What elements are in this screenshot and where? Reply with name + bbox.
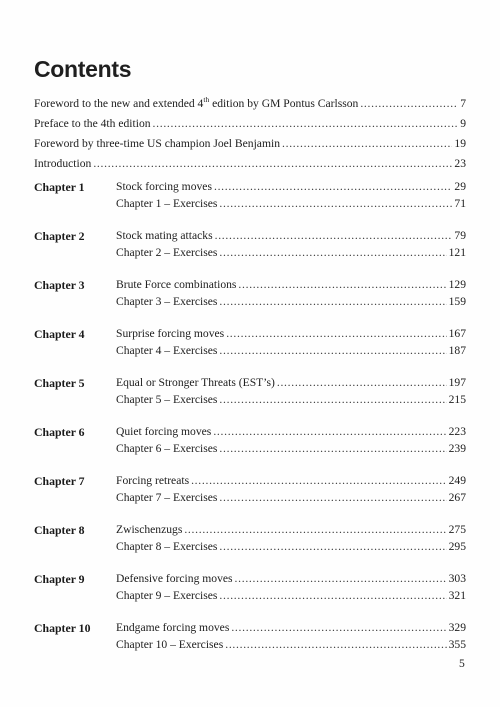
exercises-entry — [116, 540, 466, 553]
dot-leader — [277, 376, 447, 389]
exercises-title: Chapter 10 – Exercises — [116, 638, 224, 651]
chapter-label: Chapter 8 — [34, 523, 85, 537]
chapter-label: Chapter 5 — [34, 376, 85, 390]
entry-page-number: 329 — [448, 621, 466, 634]
entry-title — [116, 295, 217, 308]
entry-title — [116, 246, 217, 259]
entry-page-number: 129 — [448, 278, 466, 291]
entry-title — [116, 344, 217, 357]
dot-leader — [231, 621, 446, 634]
entry-page-number: 249 — [448, 474, 466, 487]
chapter-title: Brute Force combinations — [116, 278, 237, 291]
dot-leader — [215, 229, 453, 242]
chapter-title: Surprise forcing moves — [116, 327, 225, 340]
entry-title — [34, 117, 151, 130]
chapter-title: Zwischenzugs — [116, 523, 183, 536]
dot-leader — [235, 572, 447, 585]
dot-leader — [191, 474, 447, 487]
chapter-label: Chapter 6 — [34, 425, 85, 439]
entry-title — [116, 197, 217, 210]
dot-leader — [360, 97, 458, 110]
entry-page-number: 71 — [454, 197, 466, 210]
entry-page-number: 275 — [448, 523, 466, 536]
entry-text: Introduction — [34, 157, 92, 170]
entry-page-number: 321 — [448, 589, 466, 602]
chapter-entry — [116, 474, 466, 487]
chapter-label: Chapter 1 — [34, 180, 85, 194]
chapter-label: Chapter 10 — [34, 621, 91, 635]
exercises-entry — [116, 442, 466, 455]
exercises-title: Chapter 5 – Exercises — [116, 393, 218, 406]
entry-title — [34, 97, 358, 110]
entry-page-number: 355 — [448, 638, 466, 651]
entry-title — [116, 474, 189, 487]
entry-page-number: 23 — [454, 157, 466, 170]
entry-title — [116, 327, 224, 340]
entry-title — [116, 393, 217, 406]
entry-title — [34, 137, 280, 150]
exercises-title: Chapter 7 – Exercises — [116, 491, 218, 504]
entry-title — [34, 157, 91, 170]
chapter-entry — [116, 523, 466, 536]
entry-title — [116, 278, 236, 291]
entry-page-number: 7 — [460, 97, 466, 110]
chapter-title: Forcing retreats — [116, 474, 190, 487]
chapter-title: Defensive forcing moves — [116, 572, 233, 585]
entry-page-number: 19 — [454, 137, 466, 150]
chapter-entry — [116, 229, 466, 242]
entry-title — [116, 540, 217, 553]
dot-leader — [213, 425, 446, 438]
entry-page-number: 303 — [448, 572, 466, 585]
chapter-entry — [116, 621, 466, 634]
entry-title — [116, 491, 217, 504]
front-matter-entry — [34, 137, 466, 150]
dot-leader — [184, 523, 446, 536]
exercises-entry — [116, 295, 466, 308]
dot-leader — [219, 589, 446, 602]
page-number: 5 — [459, 657, 465, 670]
chapter-entry — [116, 425, 466, 438]
entry-page-number: 267 — [448, 491, 466, 504]
entry-text: Foreword to the new and extended 4 — [34, 97, 204, 110]
chapter-entry — [116, 180, 466, 193]
chapter-label: Chapter 7 — [34, 474, 85, 488]
entry-title — [116, 229, 213, 242]
exercises-entry — [116, 197, 466, 210]
exercises-title: Chapter 2 – Exercises — [116, 246, 218, 259]
exercises-title: Chapter 8 – Exercises — [116, 540, 218, 553]
entry-page-number: 9 — [460, 117, 466, 130]
exercises-entry — [116, 589, 466, 602]
entry-title — [116, 425, 211, 438]
exercises-entry — [116, 246, 466, 259]
exercises-entry — [116, 344, 466, 357]
dot-leader — [219, 393, 446, 406]
chapter-entry — [116, 376, 466, 389]
entry-page-number: 167 — [448, 327, 466, 340]
entry-page-number: 197 — [448, 376, 466, 389]
chapter-label: Chapter 3 — [34, 278, 85, 292]
chapter-title: Stock forcing moves — [116, 180, 212, 193]
exercises-entry — [116, 638, 466, 651]
dot-leader — [214, 180, 452, 193]
entry-page-number: 215 — [448, 393, 466, 406]
entry-title — [116, 621, 229, 634]
entry-title — [116, 589, 217, 602]
entry-title — [116, 376, 275, 389]
entry-text: Foreword by three-time US champion Joel Benjamin — [34, 137, 280, 150]
exercises-title: Chapter 3 – Exercises — [116, 295, 218, 308]
dot-leader — [226, 327, 446, 340]
dot-leader — [93, 157, 452, 170]
dot-leader — [219, 442, 446, 455]
exercises-entry — [116, 491, 466, 504]
entry-page-number: 79 — [454, 229, 466, 242]
dot-leader — [219, 540, 446, 553]
front-matter-entry — [34, 97, 466, 110]
exercises-title: Chapter 4 – Exercises — [116, 344, 218, 357]
chapter-entry — [116, 278, 466, 291]
dot-leader — [282, 137, 452, 150]
chapter-entry — [116, 572, 466, 585]
dot-leader — [219, 491, 446, 504]
page-title: Contents — [34, 56, 132, 82]
exercises-title: Chapter 1 – Exercises — [116, 197, 218, 210]
exercises-title: Chapter 6 – Exercises — [116, 442, 218, 455]
dot-leader — [219, 295, 446, 308]
dot-leader — [238, 278, 446, 291]
entry-title — [116, 572, 233, 585]
entry-page-number: 239 — [448, 442, 466, 455]
entry-page-number: 187 — [448, 344, 466, 357]
entry-title — [116, 180, 212, 193]
entry-title — [116, 638, 223, 651]
entry-page-number: 295 — [448, 540, 466, 553]
dot-leader — [219, 344, 446, 357]
front-matter-entry — [34, 157, 466, 170]
entry-title — [116, 523, 182, 536]
entry-page-number: 159 — [448, 295, 466, 308]
entry-text: Preface to the 4th edition — [34, 117, 151, 130]
entry-page-number: 29 — [454, 180, 466, 193]
exercises-title: Chapter 9 – Exercises — [116, 589, 218, 602]
dot-leader — [219, 246, 446, 259]
entry-title — [116, 442, 217, 455]
entry-page-number: 121 — [448, 246, 466, 259]
chapter-title: Equal or Stronger Threats (EST’s) — [116, 376, 275, 389]
chapter-label: Chapter 2 — [34, 229, 85, 243]
dot-leader — [153, 117, 459, 130]
front-matter-entry — [34, 117, 466, 130]
dot-leader — [225, 638, 446, 651]
exercises-entry — [116, 393, 466, 406]
chapter-title: Endgame forcing moves — [116, 621, 230, 634]
chapter-title: Stock mating attacks — [116, 229, 213, 242]
chapter-label: Chapter 9 — [34, 572, 85, 586]
chapter-entry — [116, 327, 466, 340]
entry-page-number: 223 — [448, 425, 466, 438]
entry-superscript: th — [203, 95, 210, 105]
chapter-title: Quiet forcing moves — [116, 425, 212, 438]
entry-text-continued: edition by GM Pontus Carlsson — [209, 97, 359, 110]
chapter-label: Chapter 4 — [34, 327, 85, 341]
dot-leader — [219, 197, 452, 210]
